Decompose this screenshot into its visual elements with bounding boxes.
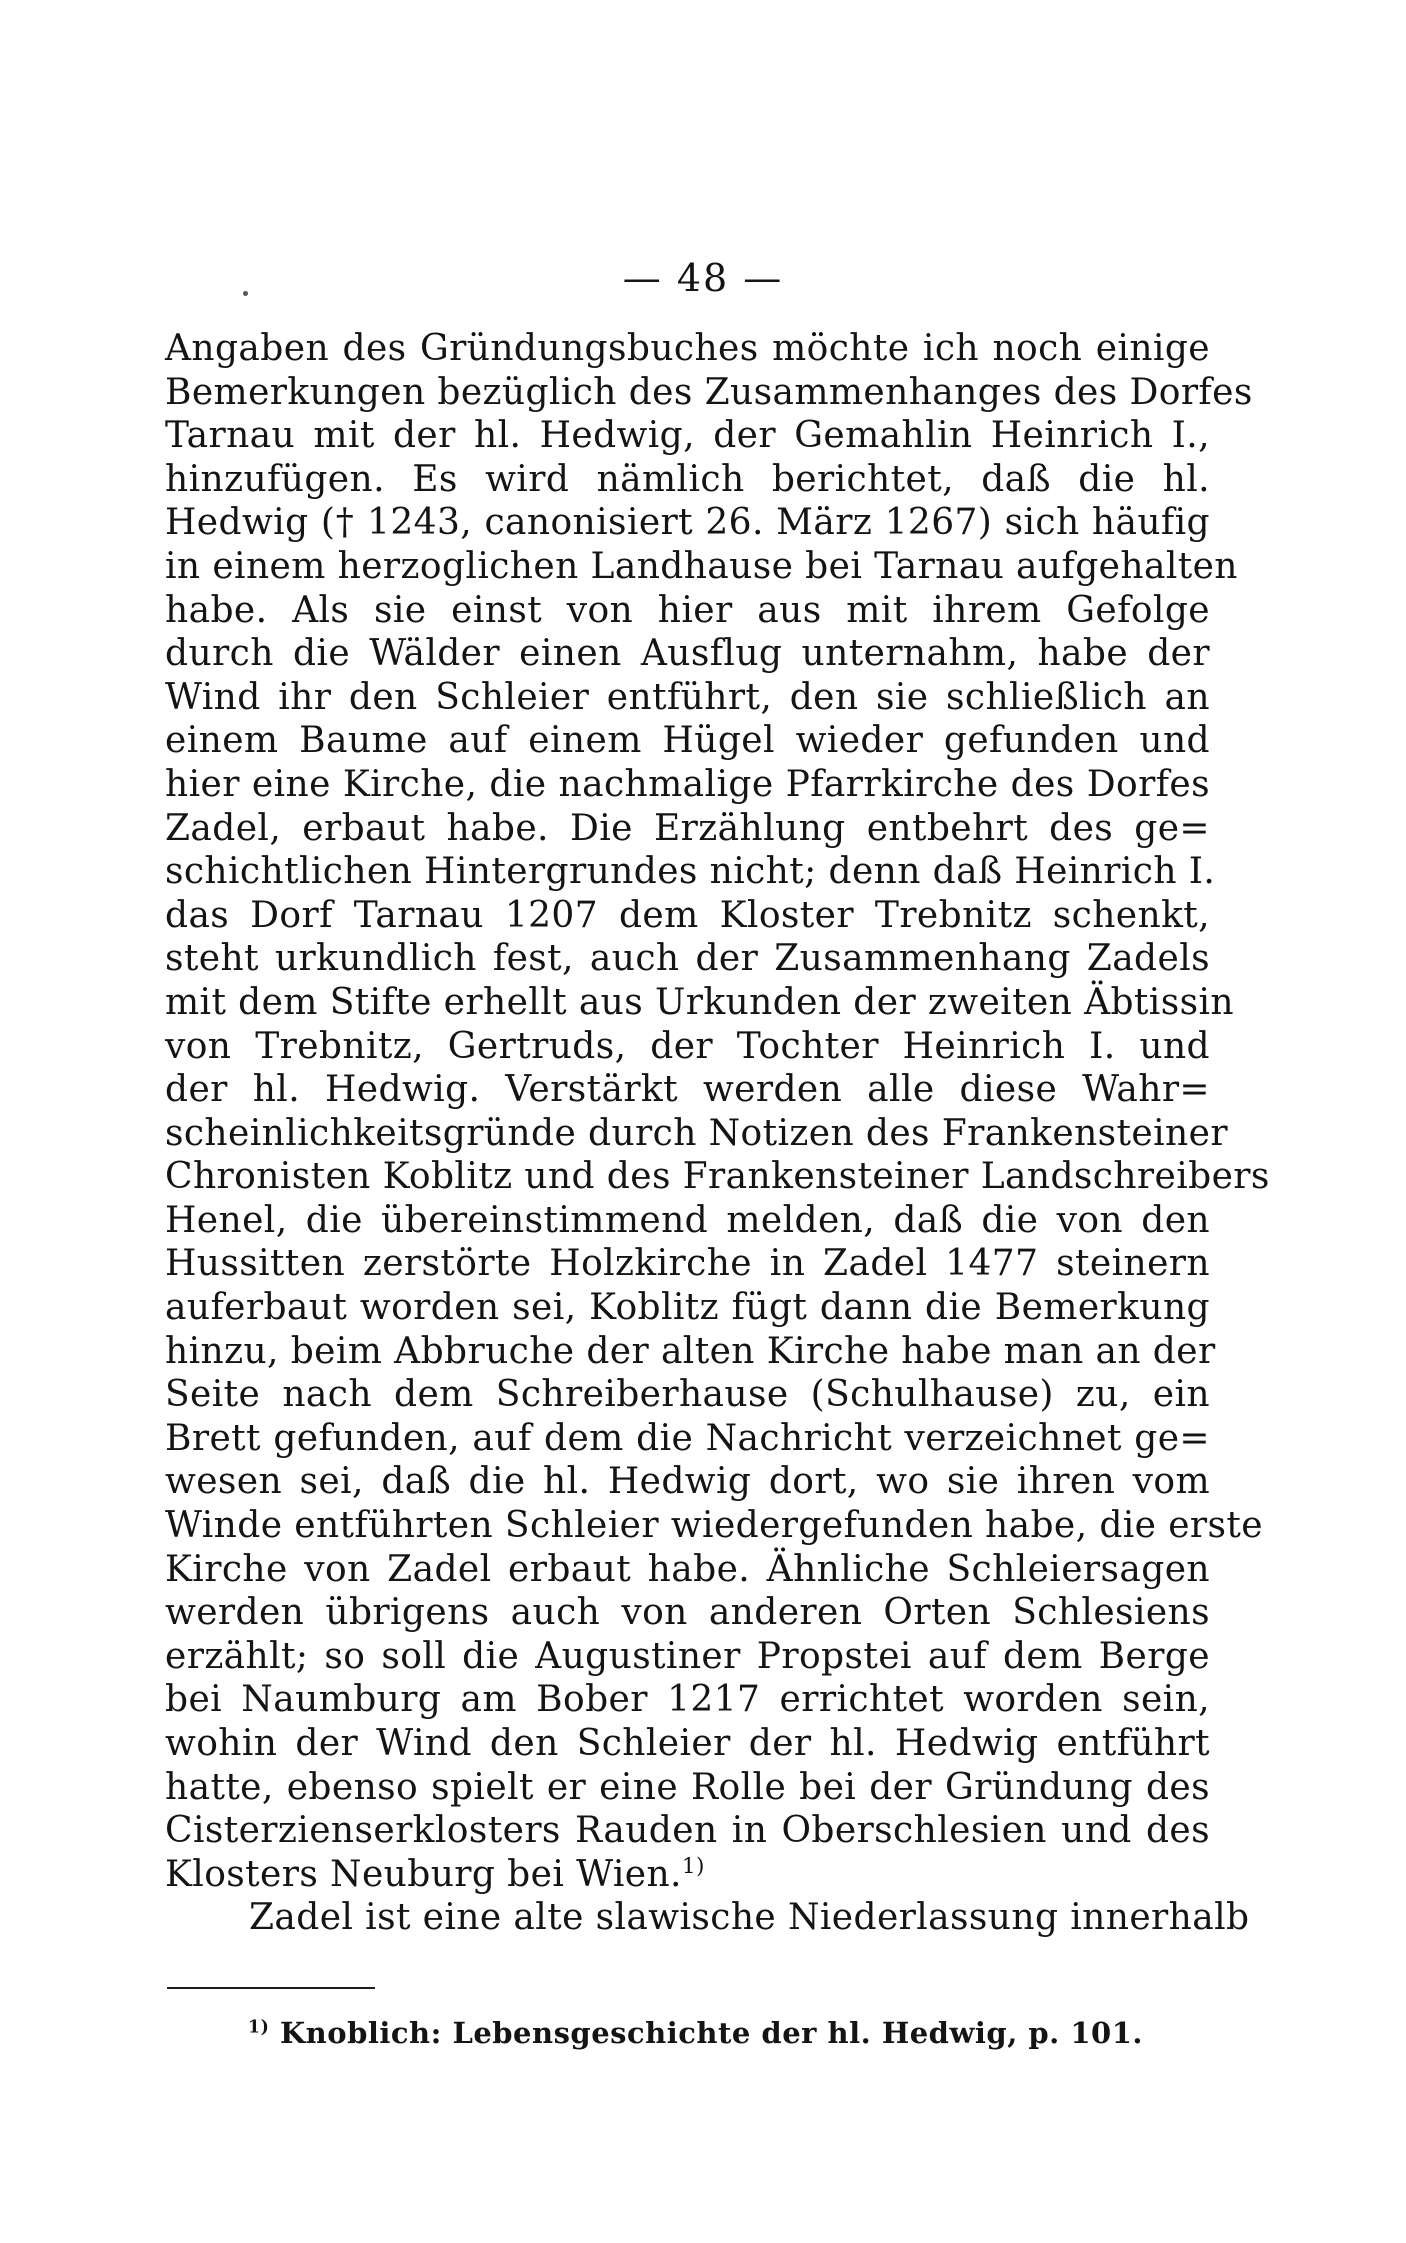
- stray-dot: [243, 291, 248, 296]
- text-line: werden übrigens auch von anderen Orten Schlesiens: [165, 1592, 1210, 1634]
- text-line: hier eine Kirche, die nachmalige Pfarrkirche des Dorfes: [165, 763, 1210, 805]
- text-line: wesen sei, daß die hl. Hedwig dort, wo sie ihren vom: [165, 1461, 1210, 1503]
- text-line: mit dem Stifte erhellt aus Urkunden der zweiten Äbtissin: [165, 981, 1234, 1023]
- text-line: Hedwig († 1243, canonisiert 26. März 1267) sich häufig: [165, 502, 1210, 544]
- text-line: erzählt; so soll die Augustiner Propstei auf dem Berge: [165, 1635, 1210, 1677]
- text-line: hatte, ebenso spielt er eine Rolle bei der Gründung des: [165, 1766, 1210, 1808]
- text-line: Angaben des Gründungsbuches möchte ich noch einige: [165, 328, 1210, 369]
- footnote: [248, 2016, 1143, 2050]
- text-line: der hl. Hedwig. Verstärkt werden alle diese Wahr=: [165, 1069, 1210, 1111]
- text-line: hinzu, beim Abbruche der alten Kirche habe man an der: [165, 1330, 1216, 1372]
- text-line: Hussitten zerstörte Holzkirche in Zadel 1477 steinern: [165, 1243, 1210, 1285]
- text-line: von Trebnitz, Gertruds, der Tochter Heinrich I. und: [165, 1025, 1210, 1067]
- footnote-text: Knoblich: Lebensgeschichte der hl. Hedwig, p. 101.: [279, 2016, 1143, 2050]
- text-line: Cisterzienserklosters Rauden in Oberschlesien und des: [165, 1810, 1210, 1852]
- page-number: — 48 —: [622, 256, 784, 300]
- text-line: Chronisten Koblitz und des Frankensteiner Landschreibers: [165, 1156, 1270, 1198]
- text-line: Winde entführten Schleier wiedergefunden habe, die erste: [165, 1505, 1263, 1547]
- text-line: hinzufügen. Es wird nämlich berichtet, daß die hl.: [165, 458, 1210, 500]
- text-line: Bemerkungen bezüglich des Zusammenhanges des Dorfes: [165, 371, 1253, 413]
- body-text: [165, 327, 1270, 1940]
- footnote-divider: [167, 1987, 375, 1989]
- text-line: Seite nach dem Schreiberhause (Schulhause) zu, ein: [165, 1374, 1210, 1416]
- text-line: habe. Als sie einst von hier aus mit ihrem Gefolge: [165, 589, 1210, 631]
- text-line: Brett gefunden, auf dem die Nachricht verzeichnet ge=: [165, 1417, 1210, 1459]
- text-line: Klosters Neuburg bei Wien.: [165, 1853, 682, 1895]
- text-line: Kirche von Zadel erbaut habe. Ähnliche Schleiersagen: [165, 1548, 1210, 1590]
- paragraph-opening-line: Zadel ist eine alte slawische Niederlassung innerhalb: [249, 1897, 1250, 1939]
- footnote-reference: 1): [681, 1853, 705, 1879]
- text-line: Henel, die übereinstimmend melden, daß die von den: [165, 1199, 1210, 1241]
- text-line: auferbaut worden sei, Koblitz fügt dann die Bemerkung: [165, 1287, 1210, 1329]
- text-line: in einem herzoglichen Landhause bei Tarnau aufgehalten: [165, 545, 1238, 587]
- text-line: Wind ihr den Schleier entführt, den sie schließlich an: [165, 676, 1210, 718]
- text-line: durch die Wälder einen Ausflug unternahm, habe der: [165, 633, 1210, 675]
- text-line: das Dorf Tarnau 1207 dem Kloster Trebnitz schenkt,: [165, 894, 1210, 936]
- text-line: einem Baume auf einem Hügel wieder gefunden und: [165, 720, 1210, 762]
- text-line: Tarnau mit der hl. Hedwig, der Gemahlin Heinrich I.,: [165, 415, 1210, 457]
- text-line: bei Naumburg am Bober 1217 errichtet worden sein,: [165, 1679, 1210, 1721]
- text-line: Zadel, erbaut habe. Die Erzählung entbehrt des ge=: [165, 807, 1210, 849]
- text-line: wohin der Wind den Schleier der hl. Hedwig entführt: [165, 1723, 1210, 1764]
- text-line: schichtlichen Hintergrundes nicht; denn daß Heinrich I.: [165, 851, 1216, 893]
- text-line: scheinlichkeitsgründe durch Notizen des Frankensteiner: [165, 1112, 1228, 1154]
- text-line-end: [165, 1853, 1210, 1897]
- text-line: steht urkundlich fest, auch der Zusammenhang Zadels: [165, 938, 1210, 980]
- footnote-marker: 1): [248, 2017, 270, 2038]
